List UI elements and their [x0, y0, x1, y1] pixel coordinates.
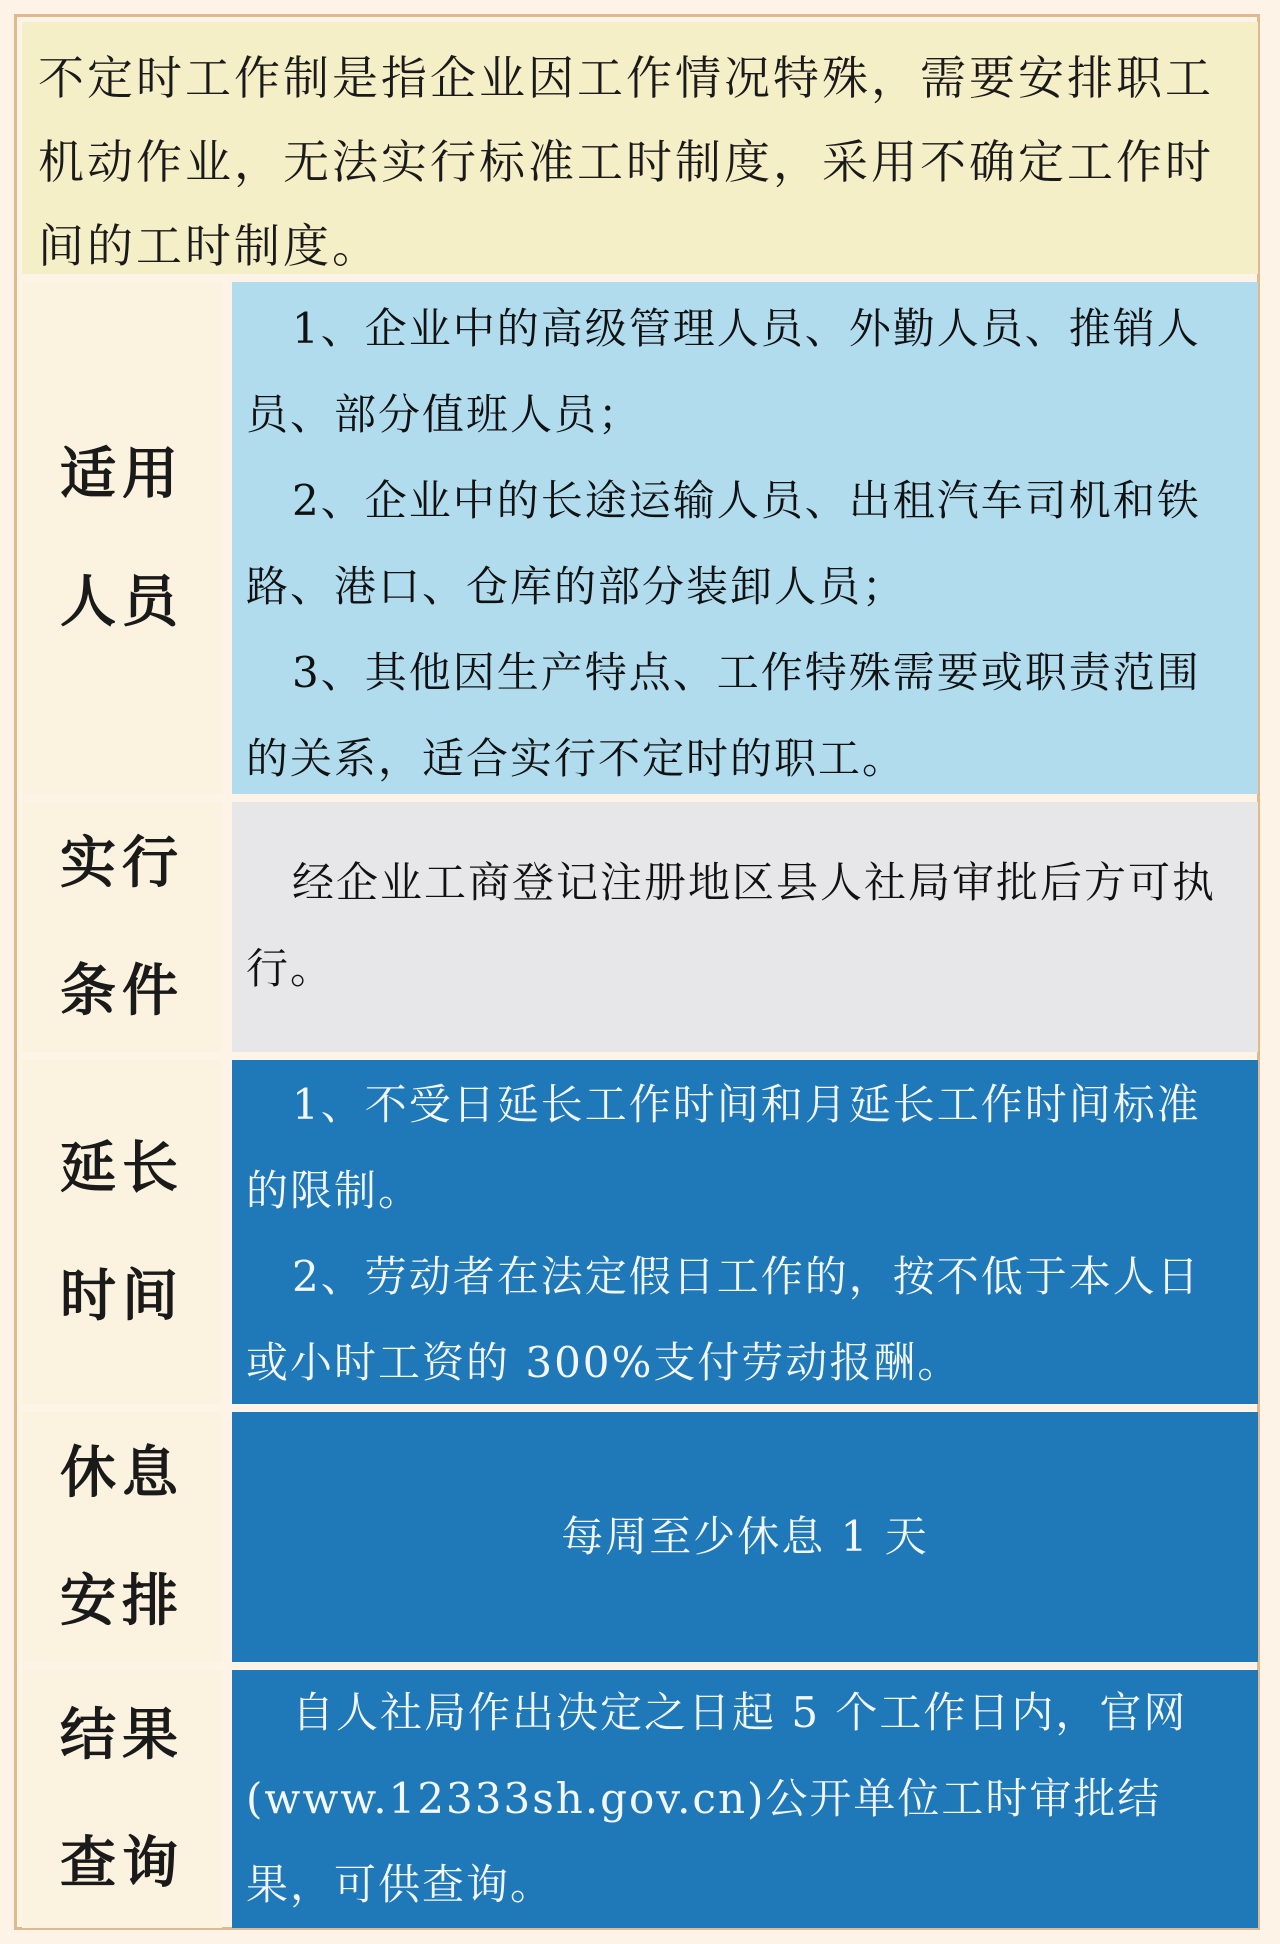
row-conditions — [22, 802, 1258, 1052]
paragraph: 2、劳动者在法定假日工作的，按不低于本人日或小时工资的 300%支付劳动报酬。 — [246, 1252, 1201, 1387]
label-line-2: 人员 — [60, 569, 184, 635]
paragraph: 1、不受日延长工作时间和月延长工作时间标准的限制。 — [246, 1080, 1201, 1215]
label-line-2: 条件 — [60, 958, 184, 1024]
label-line-1: 延长 — [60, 1135, 184, 1201]
row-overtime — [22, 1060, 1258, 1404]
row-content — [232, 282, 1258, 794]
row-label — [22, 1670, 222, 1928]
intro-definition: 不定时工作制是指企业因工作情况特殊，需要安排职工机动作业，无法实行标准工时制度，采用不确定工作时间的工时制度。 — [22, 22, 1258, 274]
row-content — [232, 802, 1258, 1052]
paragraph: 1、企业中的高级管理人员、外勤人员、推销人员、部分值班人员； — [246, 304, 1201, 439]
label-line-1: 实行 — [60, 830, 184, 896]
paragraph: 2、企业中的长途运输人员、出租汽车司机和铁路、港口、仓库的部分装卸人员； — [246, 476, 1201, 611]
label-line-2: 查询 — [60, 1830, 184, 1896]
row-label — [22, 282, 222, 794]
label-line-1: 休息 — [60, 1440, 184, 1506]
paragraph: 每周至少休息 1 天 — [561, 1512, 929, 1561]
paragraph: 3、其他因生产特点、工作特殊需要或职责范围的关系，适合实行不定时的职工。 — [246, 648, 1201, 783]
label-line-1: 适用 — [60, 441, 184, 507]
row-applicable-staff — [22, 282, 1258, 794]
label-line-2: 安排 — [60, 1568, 184, 1634]
row-content — [232, 1060, 1258, 1404]
row-label — [22, 802, 222, 1052]
paragraph: 经企业工商登记注册地区县人社局审批后方可执行。 — [246, 858, 1217, 993]
paragraph: 自人社局作出决定之日起 5 个工作日内，官网(www.12333sh.gov.cn)公开单位工时审批结果，可供查询。 — [246, 1688, 1188, 1909]
row-result-query — [22, 1670, 1258, 1928]
row-label — [22, 1412, 222, 1662]
row-content — [232, 1670, 1258, 1928]
row-rest-schedule — [22, 1412, 1258, 1662]
row-content — [232, 1412, 1258, 1662]
label-line-2: 时间 — [60, 1263, 184, 1329]
row-label — [22, 1060, 222, 1404]
label-line-1: 结果 — [60, 1702, 184, 1768]
